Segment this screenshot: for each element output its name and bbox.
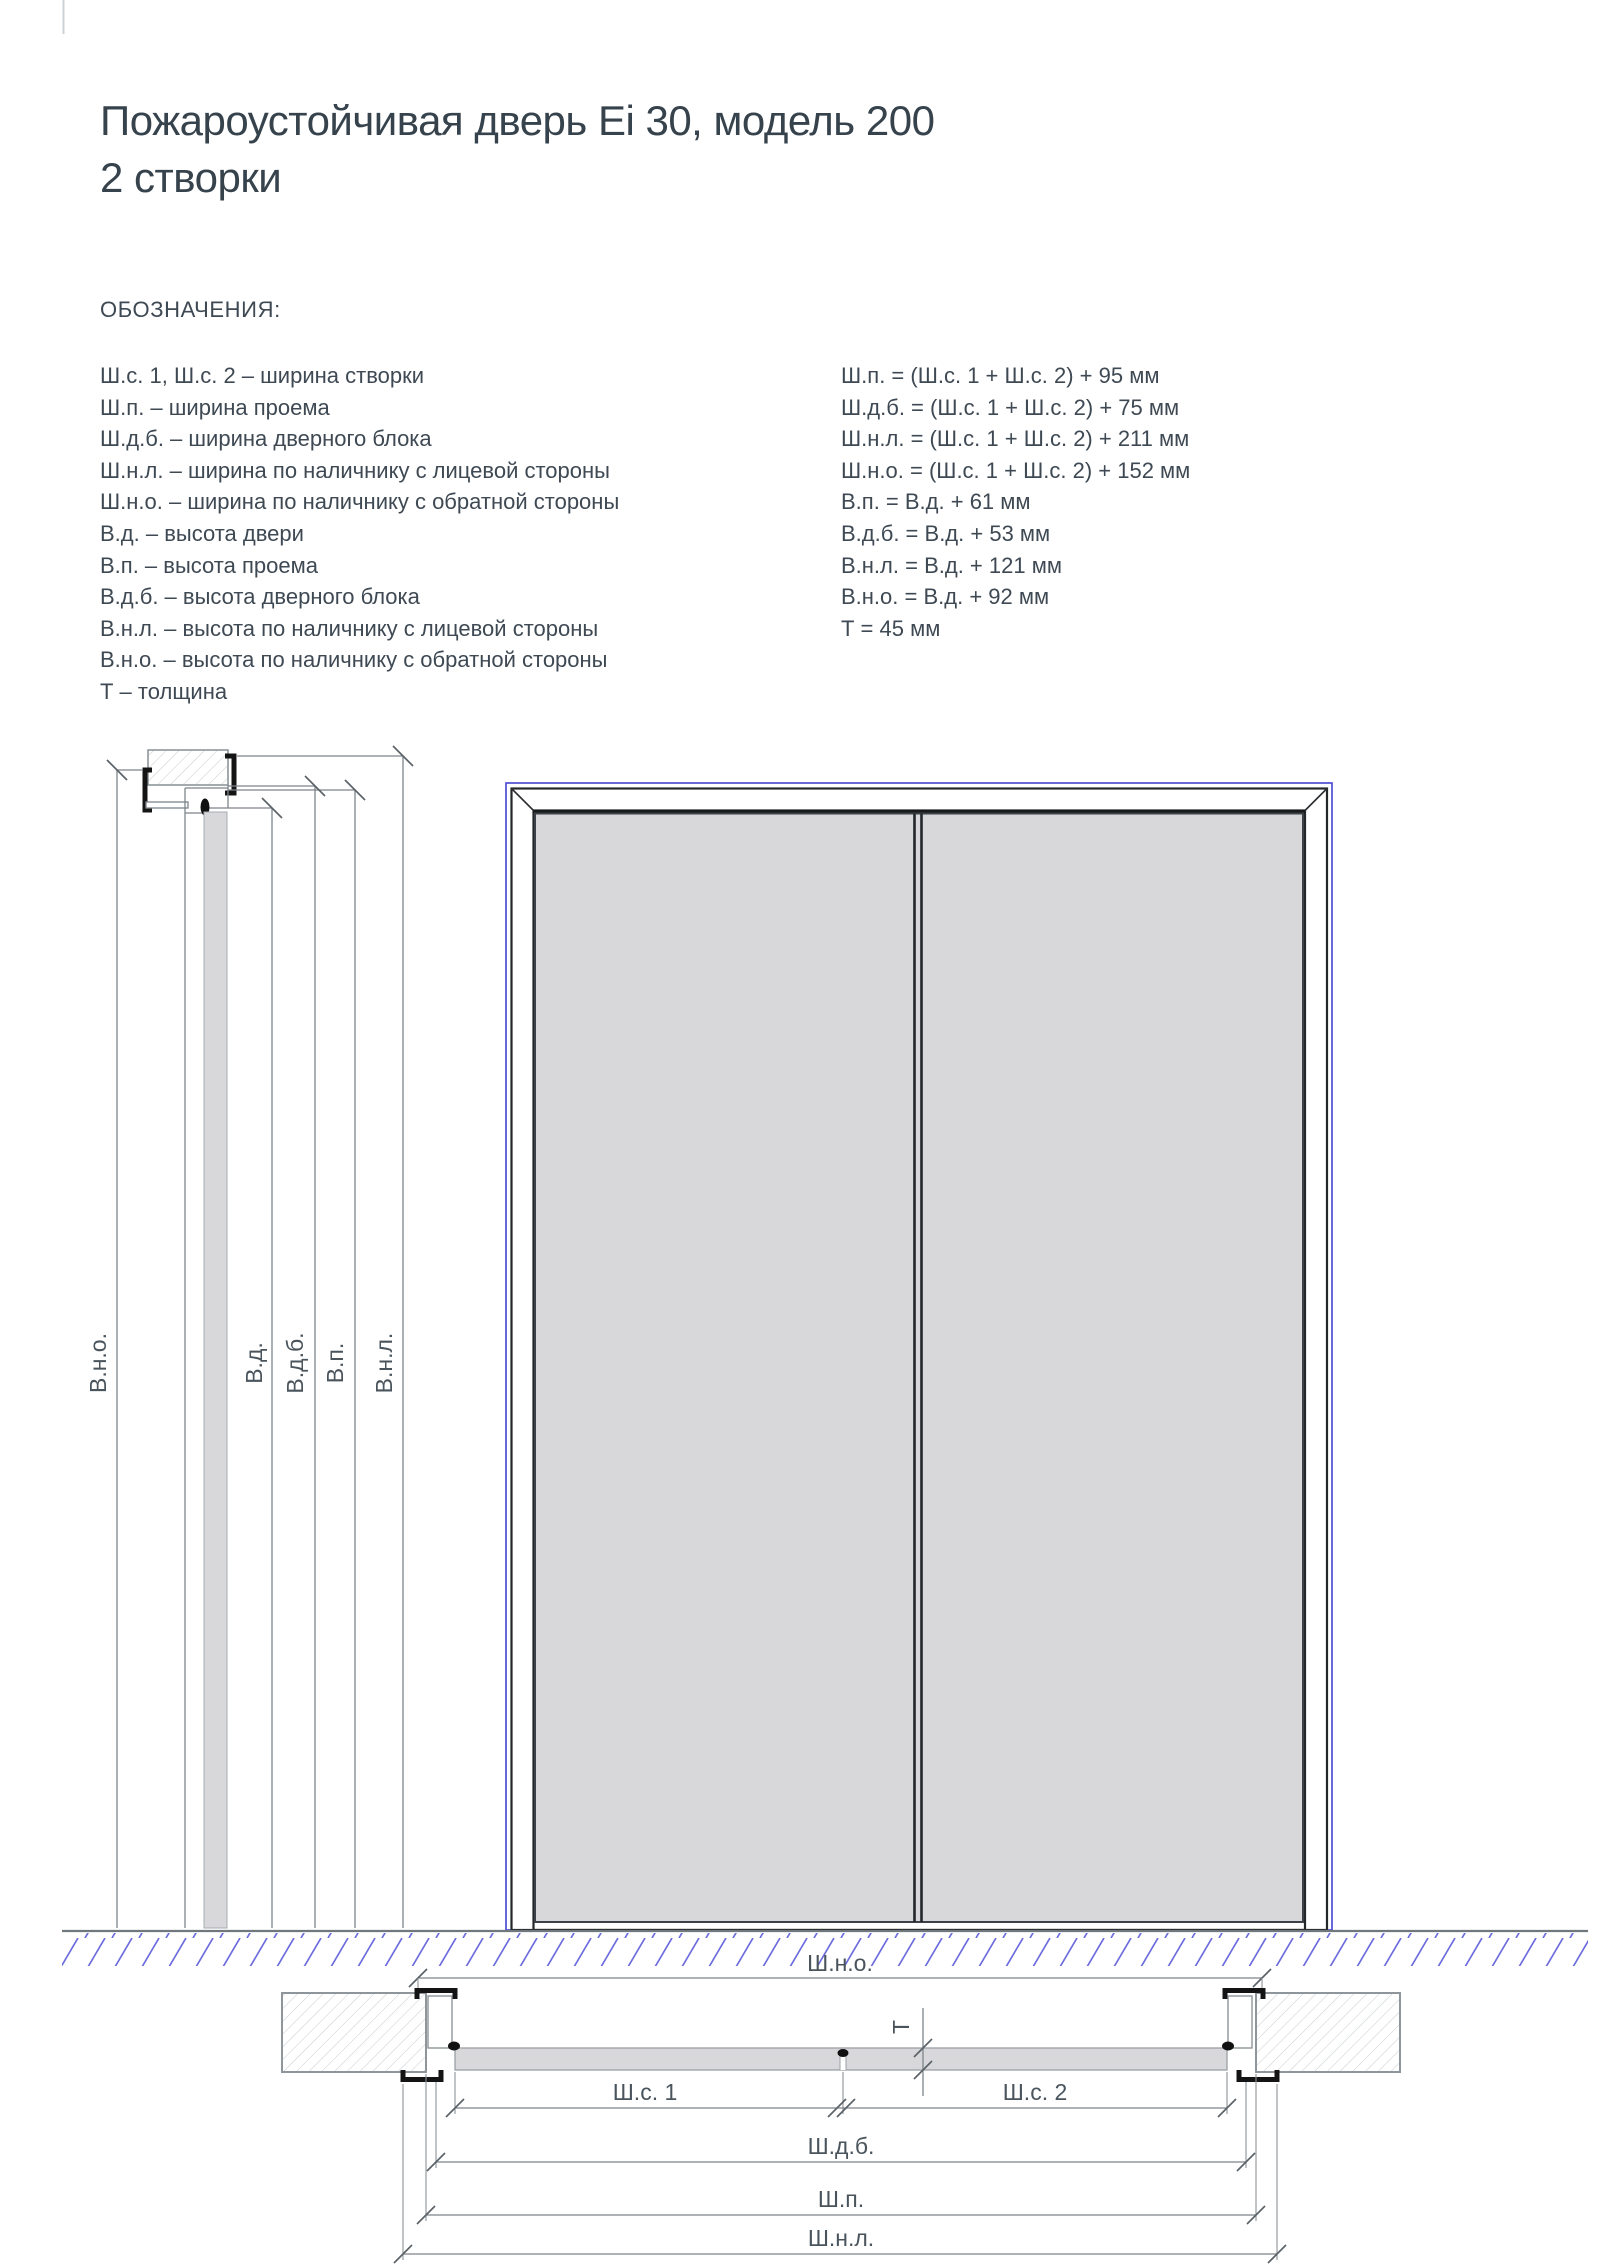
dim-label-t: Т bbox=[888, 2019, 914, 2035]
leaf-meeting-gap bbox=[840, 2056, 846, 2070]
leaf-section-bar bbox=[204, 812, 227, 1928]
plan-section-view bbox=[282, 1950, 1400, 2263]
dim-label-shs2: Ш.с. 2 bbox=[1002, 2079, 1068, 2105]
legend-item: Ш.н.л. – ширина по наличнику с лицевой стороны bbox=[100, 457, 610, 483]
legend-left-column bbox=[100, 360, 619, 708]
dim-label-vp: В.п. bbox=[322, 1342, 348, 1384]
dim-label-shno: Ш.н.о. bbox=[807, 1950, 873, 1976]
legend-item: Т – толщина bbox=[100, 678, 228, 704]
wall-plan-right bbox=[1256, 1993, 1400, 2072]
legend-item: В.н.о. – высота по наличнику с обратной стороны bbox=[100, 647, 608, 673]
legend-item: Ш.н.о. – ширина по наличнику с обратной стороны bbox=[100, 489, 620, 515]
door-leaves bbox=[535, 814, 1303, 1923]
dim-label-vd: В.д. bbox=[241, 1342, 267, 1384]
dim-label-shs1: Ш.с. 1 bbox=[612, 2079, 678, 2105]
legend-heading: ОБОЗНАЧЕНИЯ: bbox=[100, 297, 281, 322]
page-title-line-1: Пожароустойчивая дверь Ei 30, модель 200 bbox=[100, 97, 935, 144]
legend-formula: В.п. = В.д. + 61 мм bbox=[841, 489, 1031, 515]
legend-formula: Ш.н.о. = (Ш.с. 1 + Ш.с. 2) + 152 мм bbox=[841, 457, 1191, 483]
legend-right-column bbox=[841, 360, 1190, 644]
architrave-section bbox=[146, 802, 188, 808]
jamb-plan-left bbox=[428, 1996, 452, 2048]
legend-item: Ш.п. – ширина проема bbox=[100, 394, 330, 420]
legend-formula: В.н.о. = В.д. + 92 мм bbox=[841, 584, 1050, 610]
legend-formula: Ш.д.б. = (Ш.с. 1 + Ш.с. 2) + 75 мм bbox=[841, 394, 1180, 420]
legend-formula: Т = 45 мм bbox=[841, 615, 941, 641]
page-title bbox=[100, 92, 934, 206]
dim-label-vnl: В.н.л. bbox=[371, 1332, 397, 1394]
page-title-line-2: 2 створки bbox=[100, 154, 282, 201]
legend-item: В.д. – высота двери bbox=[100, 520, 304, 546]
legend-item: В.д.б. – высота дверного блока bbox=[100, 584, 420, 610]
legend-item: Ш.д.б. – ширина дверного блока bbox=[100, 426, 432, 452]
seal-right bbox=[1222, 2042, 1234, 2051]
seal-center bbox=[838, 2049, 849, 2057]
dim-label-shnl: Ш.н.л. bbox=[807, 2225, 875, 2251]
legend-item: В.н.л. – высота по наличнику с лицевой стороны bbox=[100, 615, 599, 641]
legend-formula: В.н.л. = В.д. + 121 мм bbox=[841, 552, 1062, 578]
vertical-section-view bbox=[85, 746, 413, 1928]
seal-left bbox=[448, 2042, 460, 2051]
legend-item: Ш.с. 1, Ш.с. 2 – ширина створки bbox=[100, 363, 425, 388]
wall-plan-left bbox=[282, 1993, 426, 2072]
jamb-plan-right bbox=[1228, 1996, 1252, 2048]
dim-label-shdb: Ш.д.б. bbox=[807, 2133, 875, 2159]
legend-formula: В.д.б. = В.д. + 53 мм bbox=[841, 520, 1051, 546]
front-view bbox=[506, 783, 1332, 1930]
dim-label-shp: Ш.п. bbox=[817, 2186, 865, 2212]
legend-formula: Ш.п. = (Ш.с. 1 + Ш.с. 2) + 95 мм bbox=[841, 363, 1160, 388]
wall-section-block bbox=[148, 750, 228, 785]
dim-label-vno: В.н.о. bbox=[85, 1332, 111, 1394]
dim-label-vdb: В.д.б. bbox=[282, 1332, 308, 1394]
legend-item: В.п. – высота проема bbox=[100, 552, 318, 578]
legend-formula: Ш.н.л. = (Ш.с. 1 + Ш.с. 2) + 211 мм bbox=[841, 426, 1190, 452]
